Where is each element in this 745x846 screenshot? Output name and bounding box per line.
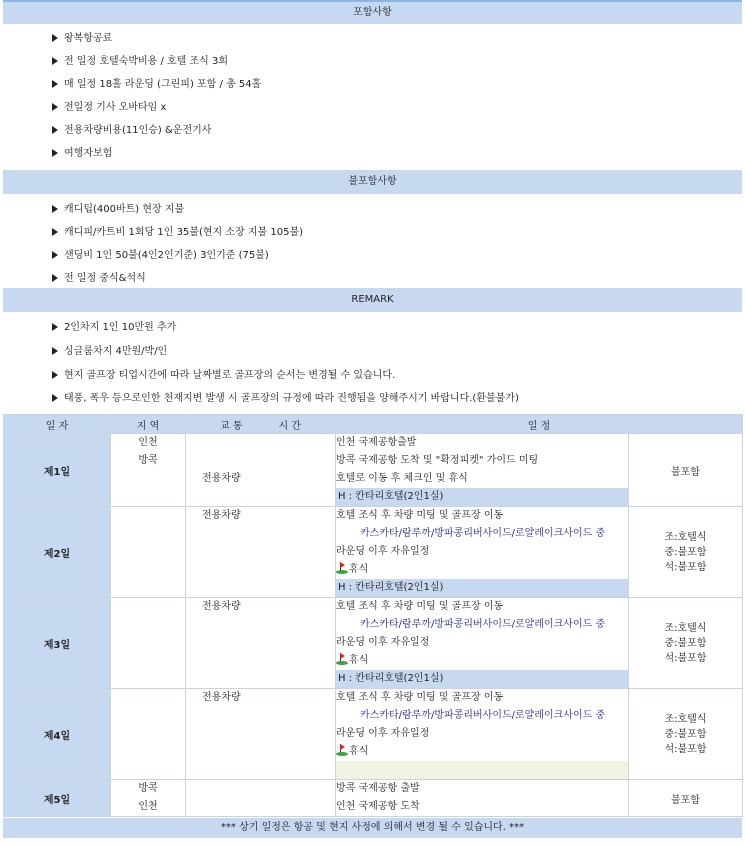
table-row <box>4 780 743 817</box>
day-itinerary: 방콕 국제공항 출발 인천 국제공항 도착 <box>336 780 629 817</box>
bullet-triangle-icon <box>52 80 58 88</box>
bullet-triangle-icon <box>52 149 58 157</box>
excluded-item: 전 일정 중식&석식 <box>52 269 146 284</box>
included-item: 전일정 기사 오바타임 x <box>52 98 166 113</box>
table-row <box>4 689 743 780</box>
golf-flag-icon <box>336 562 348 574</box>
bullet-triangle-icon <box>52 394 58 402</box>
meal-info: 조:호텔식 중:불포함 석:불포함 <box>629 689 743 780</box>
schedule-footer-note: *** 상기 일정은 항공 및 현지 사정에 의해서 변경 될 수 있습니다. *** <box>3 818 742 838</box>
day-region: 방콕 인천 <box>111 780 186 817</box>
day-itinerary: 호텔 조식 후 차량 미팅 및 골프장 이동 카스카타/람루까/방파콩리버사이드/로얄레이크사이드 중 라운딩 이후 자유일정 휴식 H : 칸타리호텔(2인1실) <box>336 507 629 598</box>
golf-courses: 카스카타/람루까/방파콩리버사이드/로얄레이크사이드 중 <box>360 619 606 630</box>
remark-item: 태풍, 폭우 등으로인한 천재지변 발생 시 골프장의 규정에 따라 진행됨을 양해주시기 바랍니다.(환불불가) <box>52 389 519 404</box>
schedule-table <box>3 414 743 817</box>
header-transport-time: 교 통 시 간 <box>186 415 336 434</box>
bullet-triangle-icon <box>52 347 58 355</box>
remark-title: REMARK <box>351 294 394 305</box>
day-transport <box>186 780 336 817</box>
header-day: 일 자 <box>4 415 111 434</box>
day-transport: 전용차량 <box>186 598 336 689</box>
day-transport: 전용차량 <box>186 689 336 780</box>
day-region <box>111 507 186 598</box>
day-itinerary: 인천 국제공항출발 방콕 국제공항 도착 및 "확정피켓" 가이드 미팅 호텔로 이동 후 체크인 및 휴식 H : 칸타리호텔(2인1실) <box>336 434 629 507</box>
excluded-title: 불포함사항 <box>348 176 397 187</box>
day-label: 제1일 <box>4 434 111 507</box>
day-transport: 전용차량 <box>186 434 336 507</box>
included-item: 여행자보험 <box>52 144 112 159</box>
included-title: 포함사항 <box>353 7 392 18</box>
empty-hotel-row <box>336 761 628 779</box>
remark-header <box>3 288 742 312</box>
day-label: 제3일 <box>4 598 111 689</box>
excluded-item: 캐디팁(400바트) 현장 지불 <box>52 200 184 215</box>
remark-item: 현지 골프장 티업시간에 따라 날짜별로 골프장의 순서는 변경될 수 있습니다. <box>52 366 395 381</box>
bullet-triangle-icon <box>52 323 58 331</box>
day-region <box>111 598 186 689</box>
day-region <box>111 689 186 780</box>
meal-info: 불포함 <box>629 434 743 507</box>
day-label: 제5일 <box>4 780 111 817</box>
hotel-info: H : 칸타리호텔(2인1실) <box>336 579 628 597</box>
day-itinerary: 호텔 조식 후 차량 미팅 및 골프장 이동 카스카타/람루까/방파콩리버사이드/로얄레이크사이드 중 라운딩 이후 자유일정 휴식 H : 칸타리호텔(2인1실) <box>336 598 629 689</box>
schedule-header-row <box>4 415 743 434</box>
day-transport: 전용차량 <box>186 507 336 598</box>
included-item: 매 일정 18홀 라운딩 (그린피) 포함 / 총 54홀 <box>52 75 261 90</box>
bullet-triangle-icon <box>52 228 58 236</box>
day-region: 인천 방콕 <box>111 434 186 507</box>
included-item: 전 일정 호텔숙박비용 / 호텔 조식 3회 <box>52 52 228 67</box>
remark-item: 2인차지 1인 10만원 추가 <box>52 318 176 333</box>
included-item: 전용차량비용(11인승) &운전기사 <box>52 121 211 136</box>
bullet-triangle-icon <box>52 274 58 282</box>
header-itinerary: 일 정 <box>336 415 743 434</box>
golf-courses: 카스카타/람루까/방파콩리버사이드/로얄레이크사이드 중 <box>360 528 606 539</box>
bullet-triangle-icon <box>52 371 58 379</box>
day-itinerary: 호텔 조식 후 차량 미팅 및 골프장 이동 카스카타/람루까/방파콩리버사이드/로얄레이크사이드 중 라운딩 이후 자유일정 휴식 <box>336 689 629 780</box>
bullet-triangle-icon <box>52 251 58 259</box>
included-header <box>3 0 742 24</box>
included-item: 왕복항공료 <box>52 29 112 44</box>
golf-flag-icon <box>336 744 348 756</box>
excluded-header <box>3 170 742 194</box>
excluded-item: 샌딩비 1인 50불(4인2인기준) 3인기준 (75불) <box>52 246 269 261</box>
hotel-info: H : 칸타리호텔(2인1실) <box>336 488 628 506</box>
bullet-triangle-icon <box>52 34 58 42</box>
day-label: 제4일 <box>4 689 111 780</box>
golf-flag-icon <box>336 653 348 665</box>
bullet-triangle-icon <box>52 57 58 65</box>
day-label: 제2일 <box>4 507 111 598</box>
hotel-info: H : 칸타리호텔(2인1실) <box>336 670 628 688</box>
header-region: 지 역 <box>111 415 186 434</box>
bullet-triangle-icon <box>52 205 58 213</box>
table-row <box>4 507 743 598</box>
remark-item: 싱글룸차지 4만원/박/인 <box>52 342 167 357</box>
bullet-triangle-icon <box>52 103 58 111</box>
table-row <box>4 598 743 689</box>
meal-info: 조:호텔식 중:불포함 석:불포함 <box>629 598 743 689</box>
meal-info: 조:호텔식 중:불포함 석:불포함 <box>629 507 743 598</box>
table-row <box>4 434 743 507</box>
excluded-item: 캐디피/카트비 1회당 1인 35불(현지 소장 지불 105불) <box>52 223 303 238</box>
bullet-triangle-icon <box>52 126 58 134</box>
meal-info: 불포함 <box>629 780 743 817</box>
golf-courses: 카스카타/람루까/방파콩리버사이드/로얄레이크사이드 중 <box>360 710 606 721</box>
